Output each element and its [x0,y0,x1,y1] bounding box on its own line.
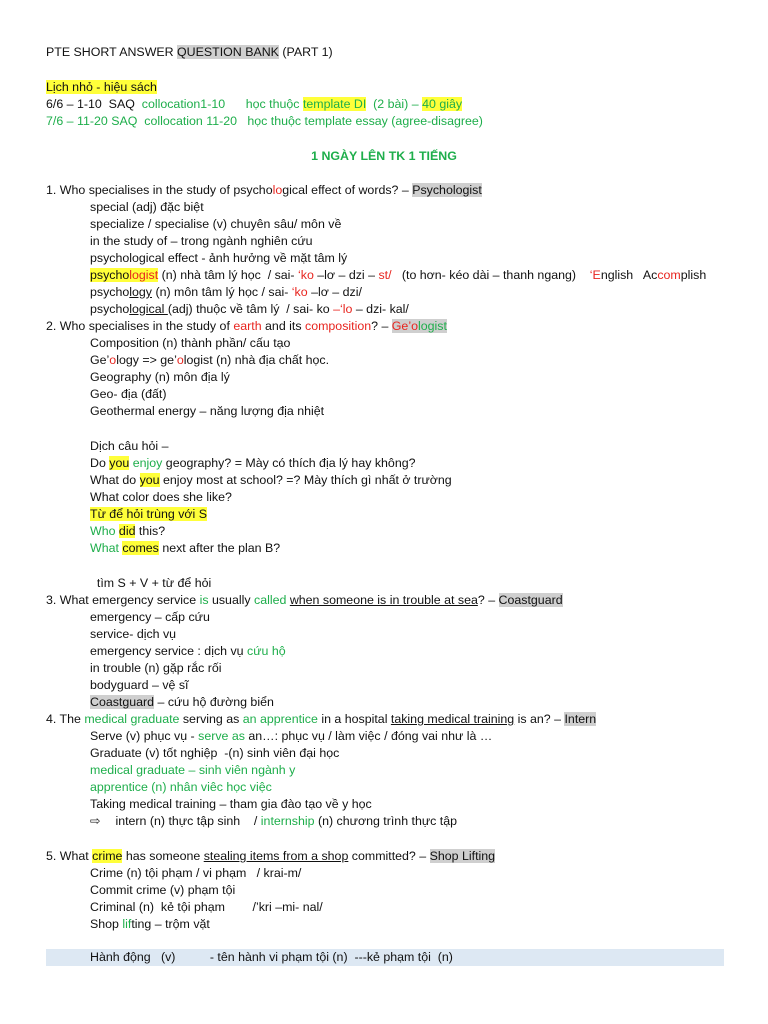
note-line: psychologist (n) nhà tâm lý học / sai- ‘ko –lơ – dzi – st/ (to hơn- kéo dài – thanh ngang) ‘English Accomplish [90,268,707,282]
note-line: tìm S + V + từ để hỏi [90,576,212,590]
question-3: 3. What emergency service is usually called when someone is in trouble at sea? – Coastguard [46,593,563,607]
note-line: Coastguard – cứu hộ đường biển [90,695,274,709]
note-line: Từ để hỏi trùng với S [90,507,207,521]
note-line: specialize / specialise (v) chuyên sâu/ môn về [90,217,342,231]
note-line: What do you enjoy most at school? =? Mày thích gì nhất ở trường [90,473,452,487]
document-title: PTE SHORT ANSWER QUESTION BANK (PART 1) [46,45,333,59]
note-line: apprentice (n) nhân viêc học việc [90,780,272,794]
note-line: ⇨ intern (n) thực tập sinh / internship (n) chương trình thực tập [90,814,458,828]
schedule-row-2: 7/6 – 11-20 SAQ collocation 11-20 học thuộc template essay (agree-disagree) [46,114,483,128]
note-line: emergency – cấp cứu [90,610,210,624]
note-line: What comes next after the plan B? [90,541,281,555]
note-line: special (adj) đặc biệt [90,200,204,214]
note-line: emergency service : dịch vụ cứu hộ [90,644,286,658]
note-line: in trouble (n) gặp rắc rối [90,661,222,675]
note-line: bodyguard – vệ sĩ [90,678,189,692]
note-line: service- dịch vụ [90,627,177,641]
question-2: 2. Who specialises in the study of earth and its composition? – Ge’ologist [46,319,447,333]
note-line: medical graduate – sinh viên ngành y [90,763,296,777]
note-line: Criminal (n) kẻ tội phạm /’kri –mi- nal/ [90,900,323,914]
note-line: in the study of – trong ngành nghiên cứu [90,234,313,248]
schedule-heading: Lịch nhỏ - hiệu sách [46,80,157,94]
note-line: Crime (n) tội phạm / vi phạm / krai-m/ [90,866,302,880]
note-line: Hành động (v) - tên hành vi phạm tội (n) ---kẻ phạm tội (n) [90,950,453,964]
note-line: Commit crime (v) phạm tội [90,883,236,897]
note-line: What color does she like? [90,490,232,504]
note-line: Geography (n) môn địa lý [90,370,230,384]
note-line: Graduate (v) tốt nghiệp -(n) sinh viên đại học [90,746,340,760]
section-title: 1 NGÀY LÊN TK 1 TIẾNG [311,149,457,163]
question-1: 1. Who specialises in the study of psychological effect of words? – Psychologist [46,183,482,197]
translate-heading: Dịch câu hỏi – [90,439,169,453]
note-line: Who did this? [90,524,166,538]
note-line: Serve (v) phục vụ - serve as an…: phục vụ / làm việc / đóng vai như là … [90,729,493,743]
note-line: Ge’ology => ge’ologist (n) nhà địa chất học. [90,353,330,367]
note-line: Shop lifting – trộm vặt [90,917,210,931]
schedule-row-1: 6/6 – 1-10 SAQ collocation1-10 học thuộc template DI (2 bài) – 40 giây [46,97,463,111]
question-5: 5. What crime has someone stealing items from a shop committed? – Shop Lifting [46,849,496,863]
question-4: 4. The medical graduate serving as an apprentice in a hospital taking medical training is an? – Intern [46,712,597,726]
note-line: psychology (n) môn tâm lý học / sai- ‘ko –lơ – dzi/ [90,285,362,299]
note-line: Composition (n) thành phần/ cấu tạo [90,336,291,350]
note-line: Taking medical training – tham gia đào tạo về y học [90,797,372,811]
arrow-bullet-icon: ⇨ [90,814,101,828]
note-line: psychological effect - ảnh hưởng về mặt tâm lý [90,251,348,265]
note-line: Geothermal energy – năng lượng địa nhiệt [90,404,325,418]
note-line: psychological (adj) thuộc về tâm lý / sai- ko –‘lo – dzi- kal/ [90,302,409,316]
note-line: Geo- địa (đất) [90,387,167,401]
note-line: Do you enjoy geography? = Mày có thích địa lý hay không? [90,456,416,470]
